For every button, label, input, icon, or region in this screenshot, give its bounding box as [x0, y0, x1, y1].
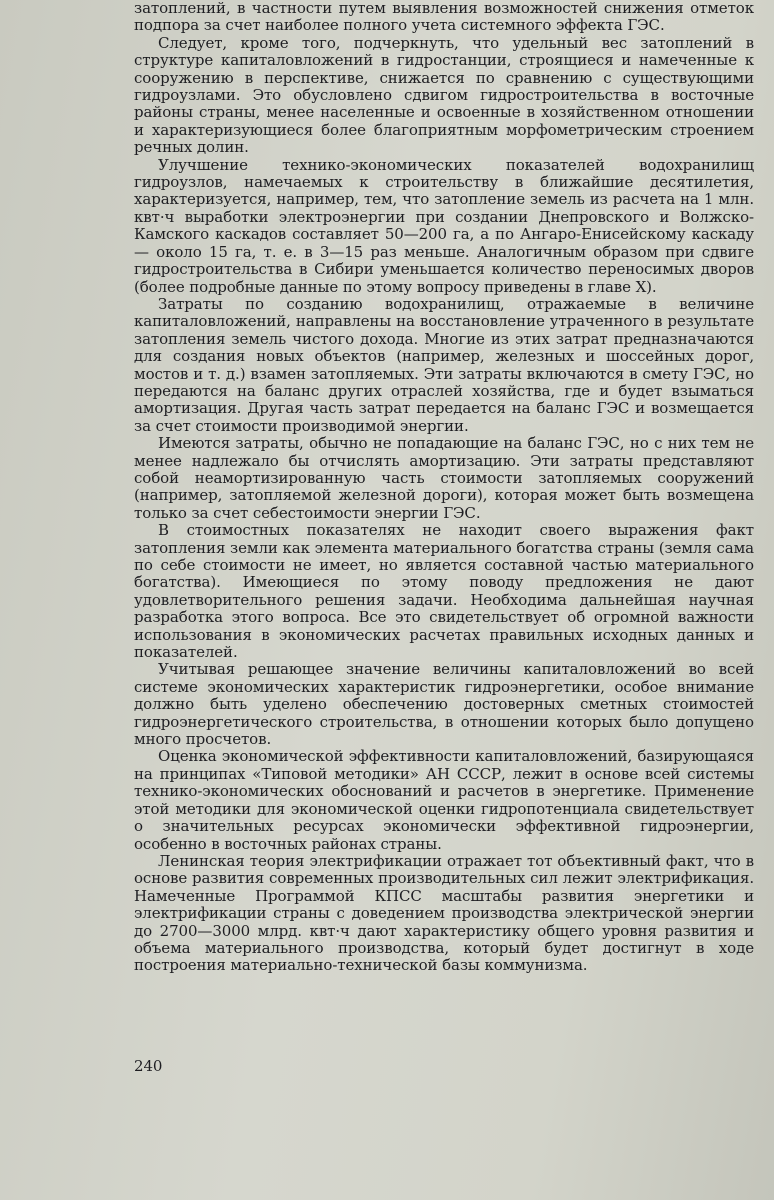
paragraph-1: затоплений, в частности путем выявления возможностей снижения отметок подпора за счет наиболее полного учета системного эффекта ГЭС.	[134, 0, 754, 35]
paragraph-7: Учитывая решающее значение величины капиталовложений во всей системе экономических характеристик гидроэнергетики, особое внимание должно быть уделено обеспечению достоверных сметных стоимостей гидроэнергетического строительства, в отношении которых было допущено много просчетов.	[134, 660, 754, 749]
paragraph-6: В стоимостных показателях не находит своего выражения факт затопления земли как элемента материального богатства страны (земля сама по себе стоимости не имеет, но является составной частью материального богатства). Имеющиеся по этому поводу предложения не дают удовлетворительного решения задачи. Необходима дальнейшая научная разработка этого вопроса. Все это свидетельствует об огромной важности использования в экономических расчетах правильных исходных данных и показателей.	[134, 521, 754, 662]
page-number: 240	[134, 1057, 163, 1075]
paragraph-9: Ленинская теория электрификации отражает тот объективный факт, что в основе развития современных производительных сил лежит электрификация. Намеченные Программой КПСС масштабы развития энергетики и электрификации страны с доведением производства электрической энергии до 2700—3000 млрд. квт·ч дают характеристику общего уровня развития и объема материального производства, который будет достигнут в ходе построения материально-технической базы коммунизма.	[134, 851, 754, 975]
document-page	[134, 0, 754, 1200]
paragraph-3: Улучшение технико-экономических показателей водохранилищ гидроузлов, намечаемых к строительству в ближайшие десятилетия, характеризуется, например, тем, что затопление земель из расчета на 1 млн. квт·ч выработки электроэнергии при создании Днепровского и Волжско-Камского каскадов составляет 50—200 га, а по Ангаро-Енисейскому каскаду — около 15 га, т. е. в 3—15 раз меньше. Аналогичным образом при сдвиге гидростроительства в Сибири уменьшается количество переносимых дворов (более подробные данные по этому вопросу приведены в главе X).	[134, 155, 754, 296]
paragraph-5: Имеются затраты, обычно не попадающие на баланс ГЭС, но с них тем не менее надлежало бы отчислять амортизацию. Эти затраты представляют собой неамортизированную часть стоимости затопляемых сооружений (например, затопляемой железной дороги), которая может быть возмещена только за счет себестоимости энергии ГЭС.	[134, 434, 754, 522]
paragraph-2: Следует, кроме того, подчеркнуть, что удельный вес затоплений в структуре капиталовложений в гидростанции, строящиеся и намеченные к сооружению в перспективе, снижается по сравнению с существующими гидроузлами. Это обусловлено сдвигом гидростроительства в восточные районы страны, менее населенные и освоенные в хозяйственном отношении и характеризующиеся более благоприятным морфометрическим строением речных долин.	[134, 33, 754, 157]
paragraph-4: Затраты по созданию водохранилищ, отражаемые в величине капиталовложений, направлены на восстановление утраченного в результате затопления земель чистого дохода. Многие из этих затрат предназначаются для создания новых объектов (например, железных и шоссейных дорог, мостов и т. д.) взамен затопляемых. Эти затраты включаются в смету ГЭС, но передаются на баланс других отраслей хозяйства, где и будет взыматься амортизация. Другая часть затрат передается на баланс ГЭС и возмещается за счет стоимости производимой энергии.	[134, 294, 754, 435]
paragraph-8: Оценка экономической эффективности капиталовложений, базирующаяся на принципах «Типовой методики» АН СССР, лежит в основе всей системы технико-экономических обоснований и расчетов в энергетике. Применение этой методики для экономической оценки гидропотенциала свидетельствует о значительных ресурсах экономически эффективной гидроэнергии, особенно в восточных районах страны.	[134, 747, 754, 853]
